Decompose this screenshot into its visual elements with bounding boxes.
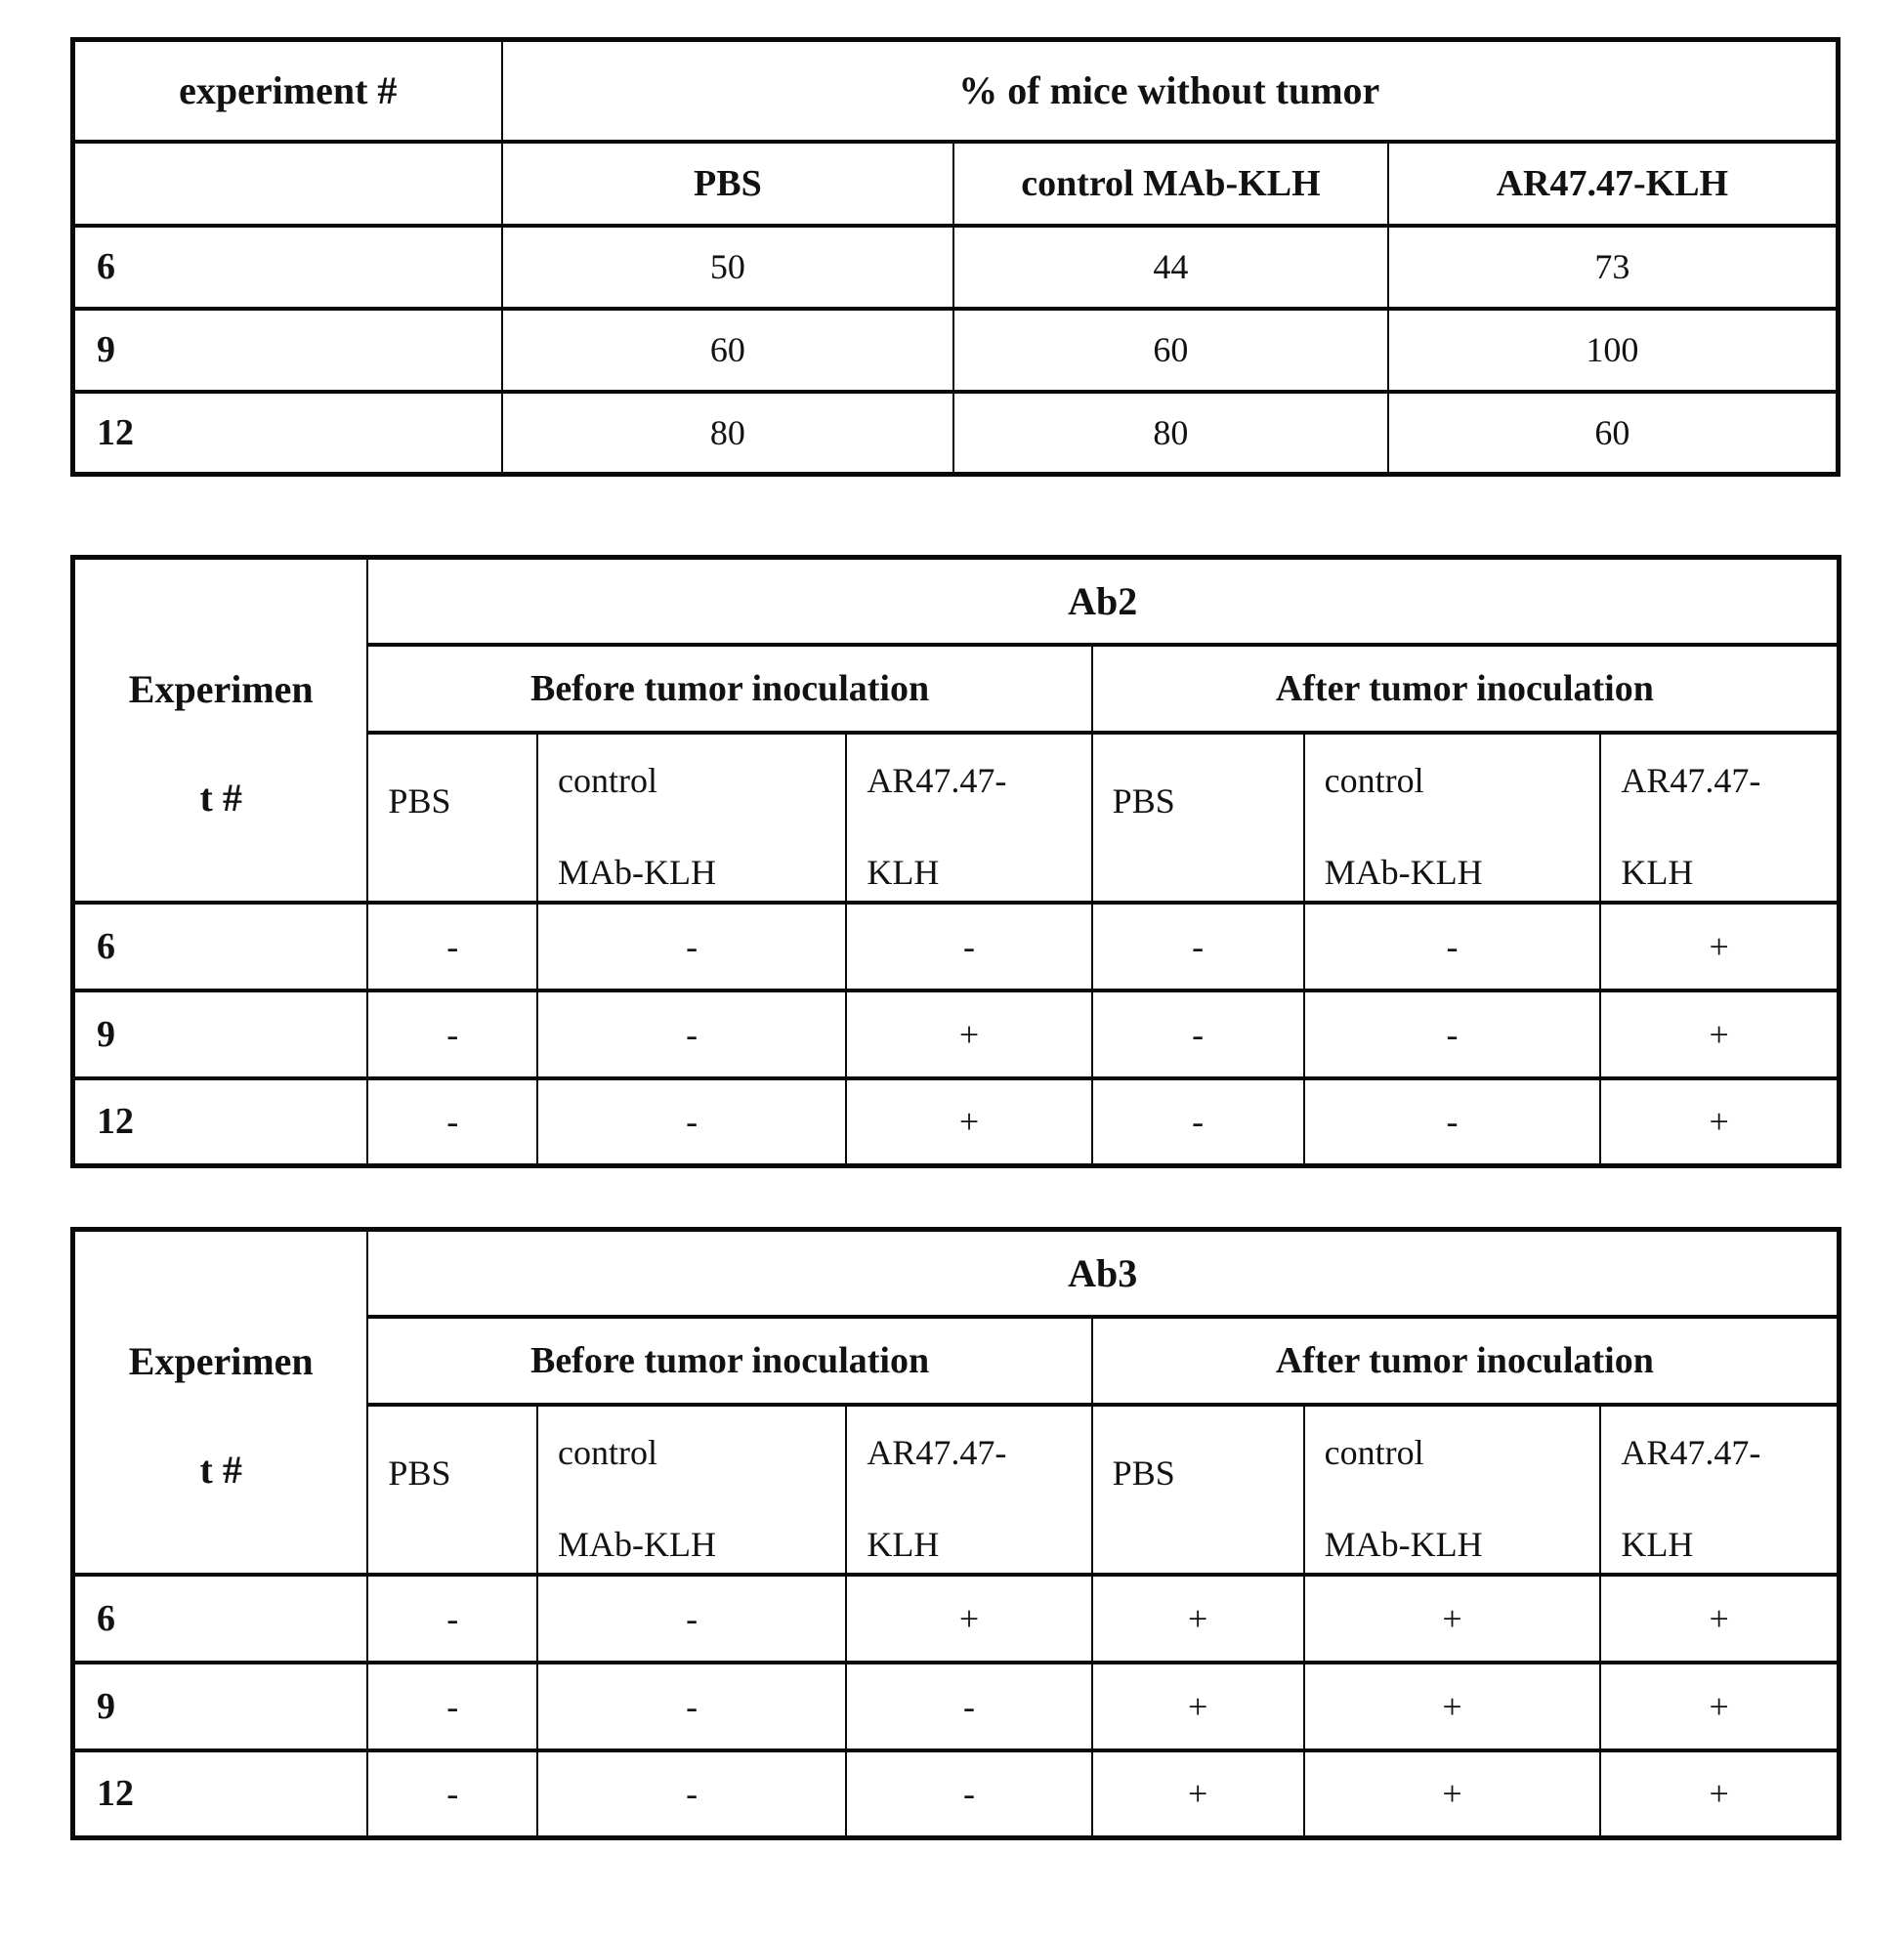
- subcolumn-line1: AR47.47-: [867, 760, 1007, 800]
- value-cell: -: [367, 1575, 537, 1663]
- table-row: [73, 226, 1839, 309]
- value-cell: -: [367, 903, 537, 990]
- table-row: [73, 1230, 1840, 1317]
- ab2-response-table: [70, 555, 1841, 1168]
- table-row: [73, 558, 1840, 645]
- value-cell: -: [537, 1663, 846, 1750]
- table-row: [73, 392, 1839, 475]
- table-row: [73, 309, 1839, 392]
- value-cell: -: [1092, 1078, 1304, 1166]
- subcolumn-header-ar4747-klh: [1600, 733, 1839, 903]
- subcolumn-header-control-mab-klh: [1304, 1405, 1601, 1575]
- row-label: 12: [73, 1078, 368, 1166]
- corner-header-line1: Experimen: [128, 1338, 314, 1383]
- table-row: [73, 1750, 1840, 1838]
- table-row: [73, 990, 1840, 1078]
- value-cell: -: [1092, 903, 1304, 990]
- value-cell: +: [846, 990, 1091, 1078]
- table-row: [73, 903, 1840, 990]
- subcolumn-line2: KLH: [1621, 852, 1694, 892]
- value-cell: +: [1600, 1663, 1839, 1750]
- value-cell: 73: [1388, 226, 1839, 309]
- value-cell: +: [1600, 1750, 1839, 1838]
- value-cell: -: [367, 1663, 537, 1750]
- row-label: 9: [73, 1663, 368, 1750]
- value-cell: +: [1600, 903, 1839, 990]
- subcolumn-line1: AR47.47-: [1621, 1432, 1761, 1472]
- value-cell: -: [1304, 990, 1601, 1078]
- row-label: 6: [73, 903, 368, 990]
- subcolumn-header-pbs: [1092, 733, 1304, 903]
- value-cell: -: [537, 990, 846, 1078]
- section-header-before: Before tumor inoculation: [367, 645, 1091, 733]
- corner-header-line2: t #: [199, 1447, 242, 1492]
- value-cell: -: [846, 1663, 1091, 1750]
- value-cell: -: [846, 903, 1091, 990]
- table-row: [73, 1575, 1840, 1663]
- subcolumn-header-ar4747-klh: [846, 1405, 1091, 1575]
- value-cell: +: [846, 1575, 1091, 1663]
- subcolumn-line2: MAb-KLH: [557, 1524, 716, 1564]
- ab3-response-table: [70, 1227, 1841, 1840]
- row-label: 6: [73, 226, 502, 309]
- row-label: 12: [73, 1750, 368, 1838]
- group-header: % of mice without tumor: [502, 40, 1839, 142]
- subcolumn-line1: PBS: [1112, 1453, 1175, 1493]
- subcolumn-line1: control: [557, 760, 657, 800]
- value-cell: +: [1092, 1750, 1304, 1838]
- column-header-pbs: PBS: [502, 142, 954, 226]
- subcolumn-line2: KLH: [867, 852, 940, 892]
- subcolumn-header-pbs: [1092, 1405, 1304, 1575]
- value-cell: -: [367, 1750, 537, 1838]
- subcolumn-line2: MAb-KLH: [1324, 1524, 1483, 1564]
- table-row: [73, 1663, 1840, 1750]
- group-header-ab2: Ab2: [367, 558, 1839, 645]
- row-label: 12: [73, 392, 502, 475]
- value-cell: 80: [502, 392, 954, 475]
- value-cell: 80: [953, 392, 1388, 475]
- value-cell: +: [1304, 1750, 1601, 1838]
- value-cell: -: [367, 990, 537, 1078]
- subcolumn-header-control-mab-klh: [537, 733, 846, 903]
- value-cell: +: [1304, 1663, 1601, 1750]
- subcolumn-line2: KLH: [867, 1524, 940, 1564]
- value-cell: -: [1304, 903, 1601, 990]
- column-header-control-mab-klh: control MAb-KLH: [953, 142, 1388, 226]
- value-cell: +: [1600, 1078, 1839, 1166]
- experiment-number-header: [73, 558, 368, 903]
- value-cell: 60: [1388, 392, 1839, 475]
- subcolumn-header-control-mab-klh: [537, 1405, 846, 1575]
- subcolumn-line1: PBS: [1112, 780, 1175, 821]
- value-cell: -: [846, 1750, 1091, 1838]
- value-cell: -: [537, 1750, 846, 1838]
- corner-header-line2: t #: [199, 775, 242, 820]
- column-header-ar4747-klh: AR47.47-KLH: [1388, 142, 1839, 226]
- row-label: 6: [73, 1575, 368, 1663]
- value-cell: +: [1092, 1575, 1304, 1663]
- subcolumn-header-pbs: [367, 733, 537, 903]
- percent-mice-without-tumor-table: [70, 37, 1841, 477]
- value-cell: +: [846, 1078, 1091, 1166]
- subcolumn-line1: control: [1324, 760, 1424, 800]
- experiment-number-header: [73, 1230, 368, 1575]
- table-row: [73, 1078, 1840, 1166]
- subcolumn-line1: PBS: [388, 780, 451, 821]
- value-cell: +: [1092, 1663, 1304, 1750]
- subcolumn-header-pbs: [367, 1405, 537, 1575]
- value-cell: -: [1304, 1078, 1601, 1166]
- subcolumn-line1: PBS: [388, 1453, 451, 1493]
- experiment-number-header: experiment #: [73, 40, 502, 142]
- value-cell: +: [1304, 1575, 1601, 1663]
- subcolumn-header-ar4747-klh: [1600, 1405, 1839, 1575]
- row-label: 9: [73, 990, 368, 1078]
- section-header-before: Before tumor inoculation: [367, 1317, 1091, 1405]
- table-row: [73, 40, 1839, 142]
- subcolumn-header-control-mab-klh: [1304, 733, 1601, 903]
- subcolumn-line2: MAb-KLH: [1324, 852, 1483, 892]
- value-cell: -: [537, 1575, 846, 1663]
- row-label: 9: [73, 309, 502, 392]
- value-cell: +: [1600, 1575, 1839, 1663]
- subcolumn-line1: control: [1324, 1432, 1424, 1472]
- subcolumn-line1: control: [557, 1432, 657, 1472]
- subcolumn-line1: AR47.47-: [867, 1432, 1007, 1472]
- value-cell: 100: [1388, 309, 1839, 392]
- value-cell: -: [537, 1078, 846, 1166]
- value-cell: +: [1600, 990, 1839, 1078]
- subcolumn-line2: KLH: [1621, 1524, 1694, 1564]
- value-cell: -: [1092, 990, 1304, 1078]
- table-row: [73, 142, 1839, 226]
- corner-header-line1: Experimen: [128, 666, 314, 711]
- value-cell: 60: [502, 309, 954, 392]
- value-cell: -: [537, 903, 846, 990]
- empty-corner-cell: [73, 142, 502, 226]
- subcolumn-header-ar4747-klh: [846, 733, 1091, 903]
- group-header-ab3: Ab3: [367, 1230, 1839, 1317]
- value-cell: 60: [953, 309, 1388, 392]
- subcolumn-line2: MAb-KLH: [557, 852, 716, 892]
- value-cell: 44: [953, 226, 1388, 309]
- subcolumn-line1: AR47.47-: [1621, 760, 1761, 800]
- section-header-after: After tumor inoculation: [1092, 1317, 1840, 1405]
- value-cell: -: [367, 1078, 537, 1166]
- section-header-after: After tumor inoculation: [1092, 645, 1840, 733]
- value-cell: 50: [502, 226, 954, 309]
